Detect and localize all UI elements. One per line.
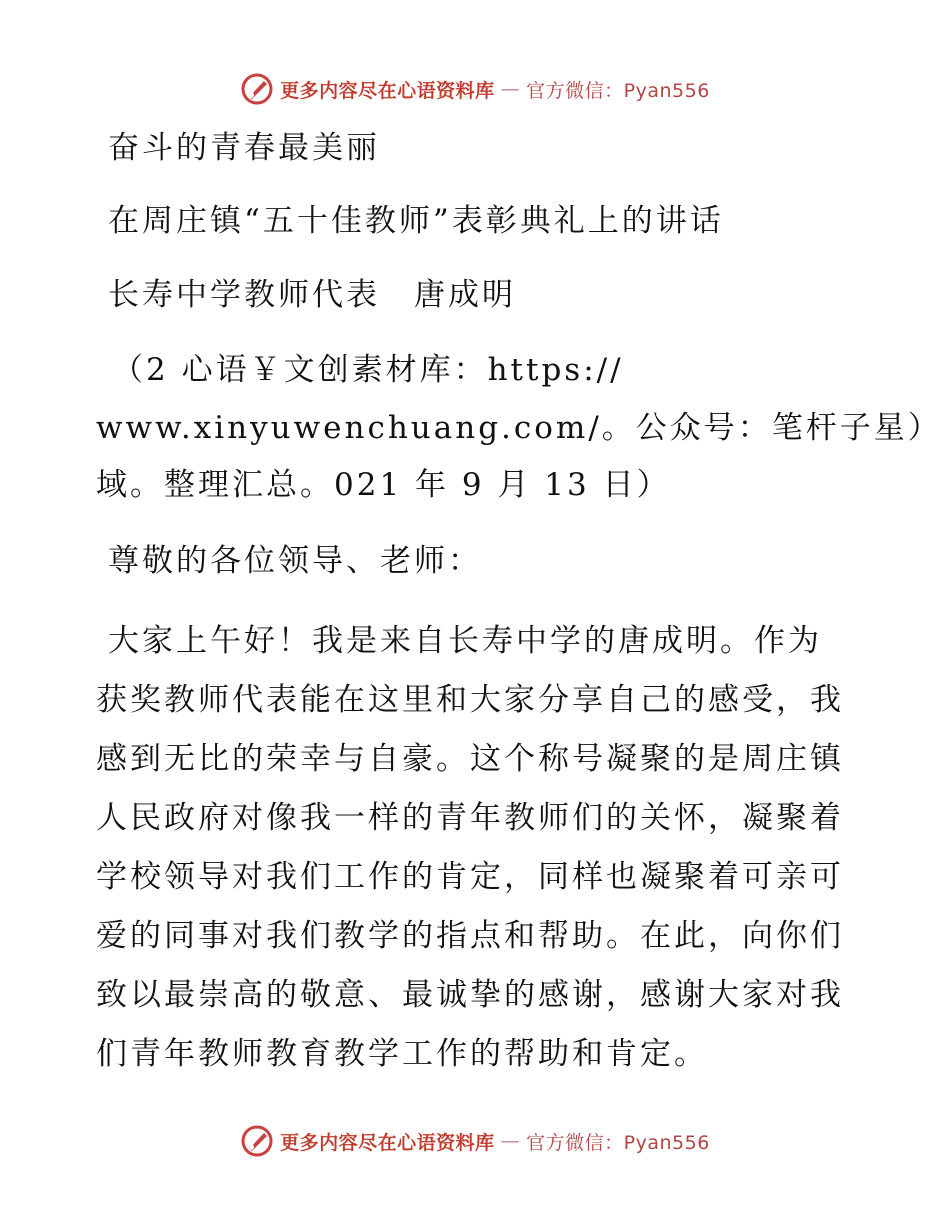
paragraph-line: 获奖教师代表能在这里和大家分享自己的感受，我 — [96, 682, 844, 718]
quill-pen-logo-icon — [240, 72, 274, 106]
paragraph-line: 爱的同事对我们教学的指点和帮助。在此，向你们 — [96, 918, 844, 954]
paragraph-line: 人民政府对像我一样的青年教师们的关怀，凝聚着 — [96, 800, 844, 836]
paragraph-line: 致以最崇高的敬意、最诚挚的感谢，感谢大家对我 — [96, 977, 844, 1013]
document-title: 奋斗的青春最美丽 — [108, 130, 380, 166]
footer-watermark — [0, 1124, 950, 1158]
watermark-brand: 更多内容尽在心语资料库 — [280, 1131, 495, 1154]
paragraph-line: 感到无比的荣幸与自豪。这个称号凝聚的是周庄镇 — [96, 741, 844, 777]
document-subtitle: 在周庄镇“五十佳教师”表彰典礼上的讲话 — [108, 203, 724, 239]
greeting: 尊敬的各位领导、老师： — [108, 543, 482, 579]
watermark-contact: 官方微信：Pyan556 — [526, 79, 710, 102]
paragraph-line: 们青年教师教育教学工作的帮助和肯定。 — [96, 1036, 708, 1072]
body-paragraph — [96, 612, 856, 1084]
quill-pen-logo-icon — [240, 1124, 274, 1158]
document-author: 长寿中学教师代表 唐成明 — [108, 277, 516, 313]
source-line-1: （2 心语￥文创素材库：https:// — [112, 352, 624, 388]
header-watermark — [0, 72, 950, 106]
paragraph-line: 大家上午好！我是来自长寿中学的唐成明。作为 — [108, 623, 822, 659]
source-line-3: 域。整理汇总。021 年 9 月 13 日） — [96, 467, 671, 503]
watermark-contact: 官方微信：Pyan556 — [526, 1131, 710, 1154]
source-line-2: www.xinyuwenchuang.com/。公众号：笔杆子星） — [96, 410, 942, 446]
watermark-brand: 更多内容尽在心语资料库 — [280, 79, 495, 102]
watermark-separator: — — [500, 78, 521, 100]
watermark-separator: — — [500, 1130, 521, 1152]
paragraph-line: 学校领导对我们工作的肯定，同样也凝聚着可亲可 — [96, 859, 844, 895]
